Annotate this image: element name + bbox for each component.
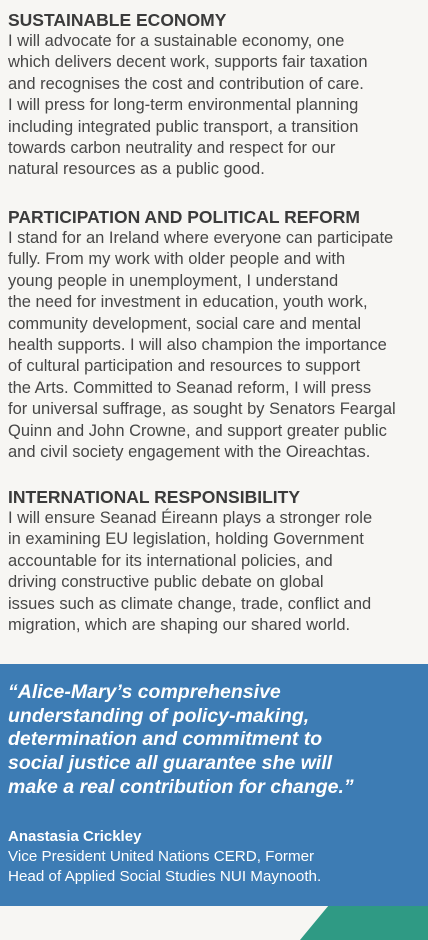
body-line: I will advocate for a sustainable economy, one [8,32,345,50]
quote-line: understanding of policy-making, [8,704,310,727]
body-line: and civil society engagement with the Oireachtas. [8,443,371,462]
body-line: community development, social care and mental [8,314,362,333]
body-line: for universal suffrage, as sought by Senators Feargal [8,400,396,419]
body-line: fully. From my work with older people and with [8,250,346,269]
body-line: natural resources as a public good. [8,160,265,179]
body-line: health supports. I will also champion the importance [8,336,387,355]
section-heading: PARTICIPATION AND POLITICAL REFORM [8,207,360,227]
body-line: in examining EU legislation, holding Government [8,530,364,549]
body-line: and recognises the cost and contribution of care. [8,74,364,93]
body-line: which delivers decent work, supports fair taxation [8,53,368,72]
body-line: driving constructive public debate on global [8,573,324,592]
section-sustainable-economy [8,9,422,181]
section-international-responsibility [8,486,422,636]
quote-line: determination and commitment to [8,728,323,751]
quote-line: “Alice-Mary’s comprehensive [8,681,281,703]
quote-line: make a real contribution for change.” [8,775,354,798]
body-line: I will press for long-term environmental planning [8,96,359,115]
body-line: migration, which are shaping our shared world. [8,616,351,635]
quote-author: Anastasia Crickley [8,828,142,845]
body-line: I will ensure Seanad Éireann plays a stronger role [8,509,373,527]
quote-panel [0,664,428,906]
decorative-corner-shape [300,906,428,940]
quote-line: social justice all guarantee she will [8,752,333,775]
body-line: towards carbon neutrality and respect for our [8,139,336,158]
body-line: young people in unemployment, I understand [8,271,339,290]
section-heading: SUSTAINABLE ECONOMY [8,10,227,30]
body-line: the need for investment in education, youth work, [8,293,368,312]
body-line: including integrated public transport, a transition [8,117,359,136]
body-line: issues such as climate change, trade, conflict and [8,594,372,613]
quote-attribution [8,827,321,886]
body-line: accountable for its international policies, and [8,551,333,570]
author-role-line: Vice President United Nations CERD, Former [8,848,315,865]
section-heading: INTERNATIONAL RESPONSIBILITY [8,487,301,507]
body-line: the Arts. Committed to Seanad reform, I will press [8,378,372,397]
section-participation-reform [8,206,422,463]
author-role-line: Head of Applied Social Studies NUI Maynooth. [8,867,322,885]
body-line: Quinn and John Crowne, and support greater public [8,421,387,440]
body-line: of cultural participation and resources to support [8,357,361,376]
quote-text [8,681,354,800]
body-line: I stand for an Ireland where everyone can participate [8,229,394,247]
